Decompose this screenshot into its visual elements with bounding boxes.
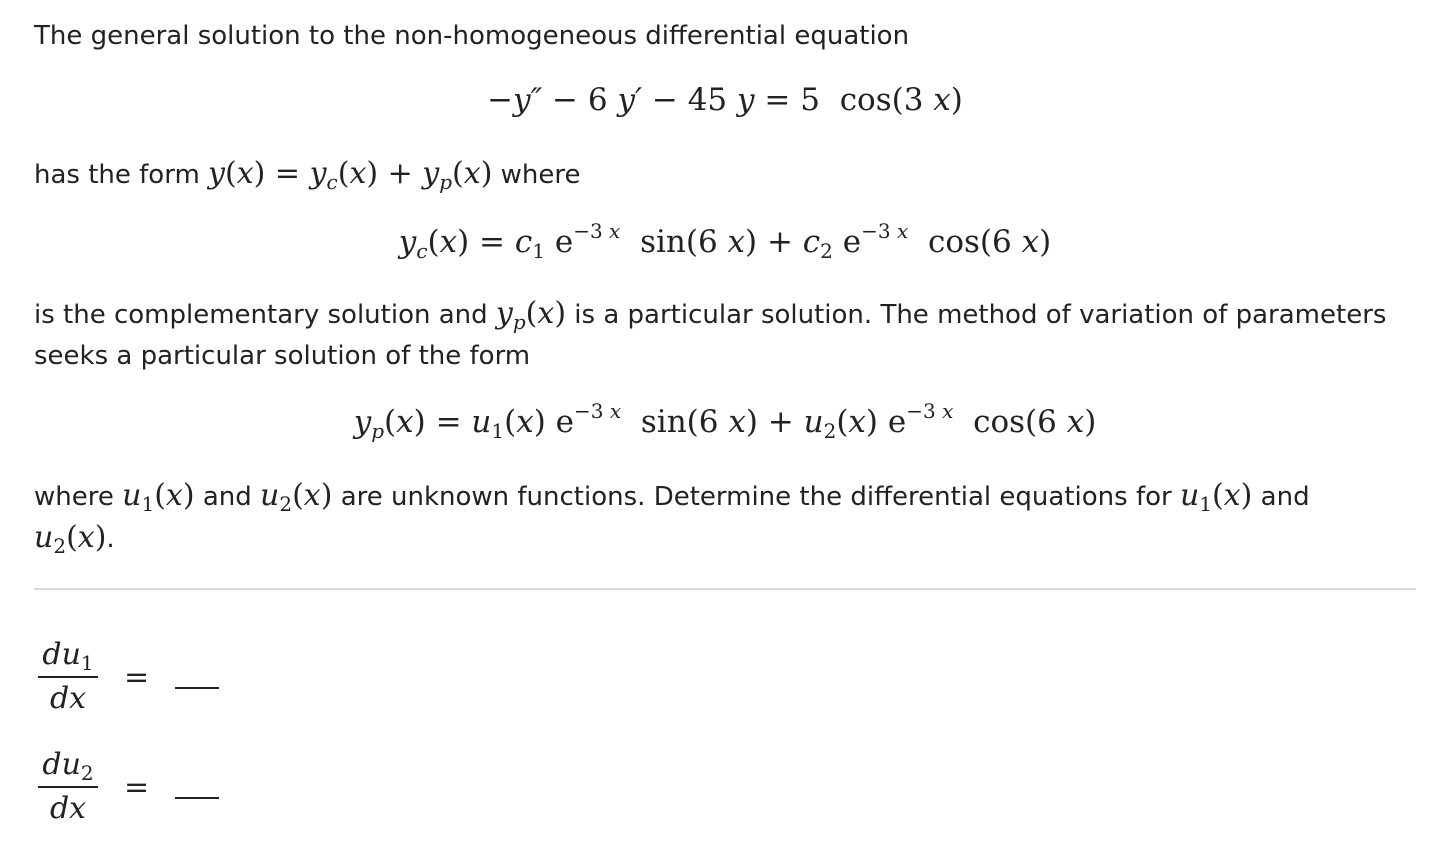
and-word: and — [202, 482, 252, 512]
unknowns-line-2 — [34, 517, 115, 560]
complementary-line — [34, 293, 1386, 336]
unknown-tail: are unknown functions. Determine the differential equations for — [340, 482, 1172, 512]
section-divider — [34, 588, 1416, 590]
du2-numerator: $du_2$ — [42, 747, 94, 785]
du2-denominator: dx — [49, 791, 87, 826]
equals-sign: = — [124, 659, 150, 695]
particular-tail: is a particular solution. The method of variation of parameters — [574, 300, 1387, 330]
du1-dx-fraction — [38, 638, 98, 716]
complementary-tail: is the complementary solution and — [34, 300, 488, 330]
du2-row — [38, 742, 219, 832]
du1-answer-field[interactable] — [175, 687, 219, 689]
period: . — [106, 524, 115, 554]
equals-sign: = — [124, 769, 150, 805]
has-form-lead: has the form — [34, 160, 200, 190]
u1-expr: $u_1(x)$ — [122, 478, 195, 516]
line-two: seeks a particular solution of the form — [34, 341, 531, 371]
du1-denominator: dx — [49, 681, 87, 716]
du2-dx-fraction — [38, 748, 98, 826]
u1-expr-2: $u_1(x)$ — [1179, 478, 1253, 516]
differential-equation: −y″ − 6 y′ − 45 y = 5 cos(3 x) — [487, 82, 963, 118]
has-form-line — [34, 153, 581, 196]
du2-answer-field[interactable] — [175, 797, 219, 799]
and-word-2: and — [1260, 482, 1310, 512]
problem-page — [34, 0, 1416, 848]
has-form-tail: where — [500, 160, 581, 190]
particular-solution-form: $y_p(x) = u_1(x)$ $e^{-3 x}$ sin(6 $x) + u_2(x)$ $e^{-3 x}$ cos(6 x) — [353, 399, 1097, 443]
du1-row — [38, 632, 219, 722]
intro-text: The general solution to the non-homogeneous differential equation — [34, 21, 910, 51]
u2-expr: $u_2(x)$ — [260, 478, 333, 516]
general-solution-expr: $y(x) = y_c(x) + y_p(x)$ — [208, 156, 493, 194]
u2-expr-2: $u_2(x)$ — [34, 520, 107, 558]
du1-numerator: $du_1$ — [42, 637, 94, 675]
complementary-solution: $y_c(x) = c_1$ $e^{-3 x}$ sin(6 $x) + c_2$ $e^{-3 x}$ cos(6 x) — [398, 219, 1052, 263]
where-lead: where — [34, 482, 114, 512]
yp-expr: $y_p(x)$ — [495, 296, 567, 334]
unknowns-line — [34, 475, 1310, 518]
